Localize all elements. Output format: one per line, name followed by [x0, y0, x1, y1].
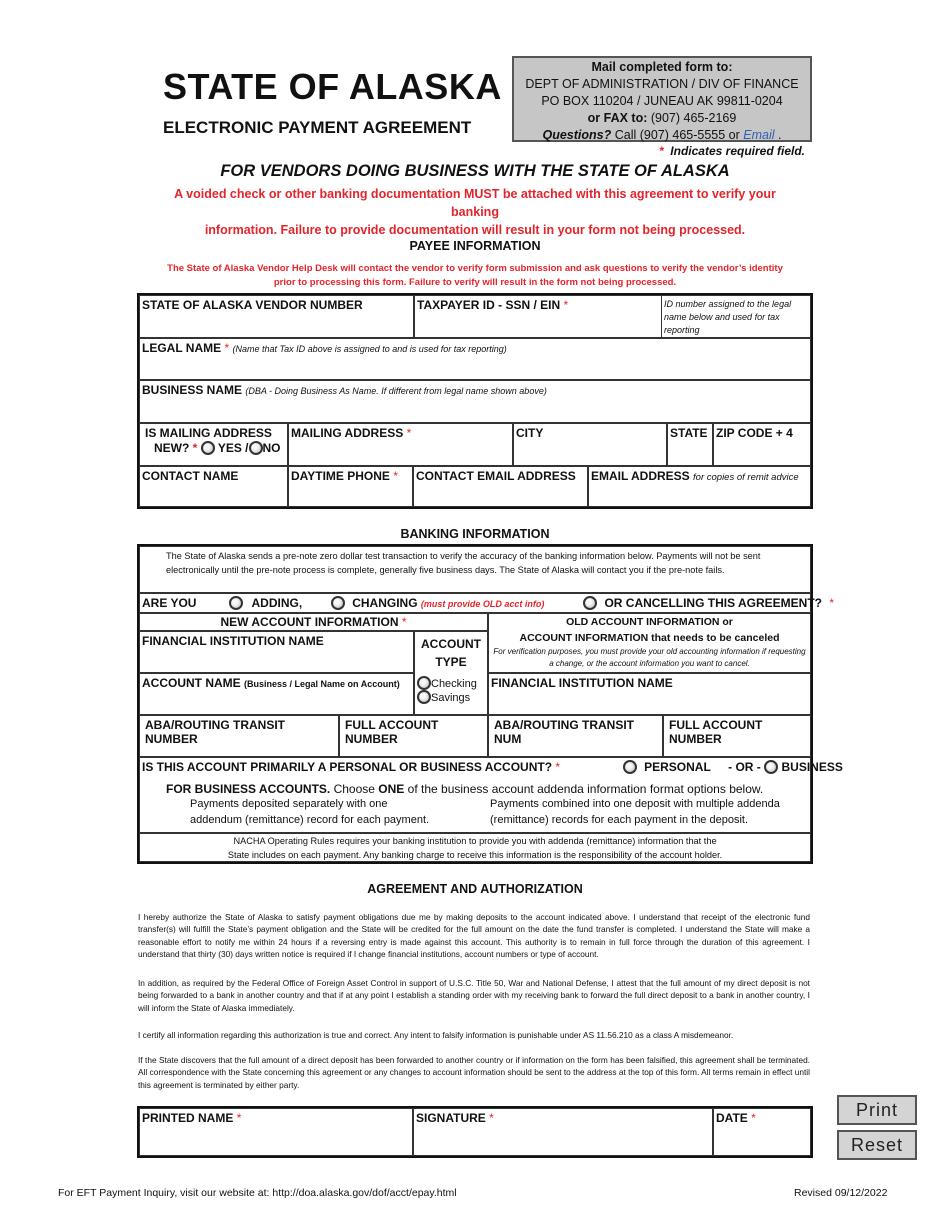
- signature-table: [137, 1106, 813, 1158]
- choose-text: Choose: [333, 782, 375, 796]
- payee-table: [137, 293, 813, 509]
- mailing-new-no-radio[interactable]: [249, 441, 263, 455]
- date-asterisk: *: [751, 1111, 756, 1125]
- email-address-note: for copies of remit advice: [693, 472, 799, 483]
- mailing-instructions-box: [512, 56, 812, 142]
- business-label: BUSINESS: [781, 760, 843, 774]
- savings-radio[interactable]: [417, 690, 431, 704]
- personal-business-asterisk: *: [555, 760, 561, 774]
- form-subtitle: ELECTRONIC PAYMENT AGREEMENT: [163, 118, 472, 137]
- is-mailing-asterisk: *: [192, 441, 198, 455]
- one-text: ONE: [378, 782, 405, 796]
- is-mailing-label-line1: IS MAILING ADDRESS: [145, 426, 272, 440]
- city-field[interactable]: [513, 423, 667, 466]
- printed-name-label: PRINTED NAME: [142, 1111, 234, 1125]
- footer-revised: Revised 09/12/2022: [794, 1187, 888, 1199]
- cancelling-label: OR CANCELLING THIS AGREEMENT?: [604, 596, 822, 610]
- old-financial-institution-field[interactable]: [488, 673, 811, 715]
- signature-asterisk: *: [489, 1111, 494, 1125]
- mailing-address-label: MAILING ADDRESS: [291, 426, 404, 440]
- required-asterisk: *: [658, 144, 664, 158]
- account-type-line2: TYPE: [435, 655, 467, 669]
- mailing-address-field[interactable]: [288, 423, 513, 466]
- old-financial-institution-label: FINANCIAL INSTITUTION NAME: [491, 676, 673, 690]
- fax-label: or FAX to:: [587, 111, 648, 125]
- personal-business-question: IS THIS ACCOUNT PRIMARILY A PERSONAL OR BUSINESS ACCOUNT?: [142, 760, 553, 774]
- contact-name-label: CONTACT NAME: [142, 469, 239, 483]
- agreement-paragraph-4: If the State discovers that the full amount of a direct deposit has been forwarded to another country or if information on the form has been falsified, this agreement shall be terminated. All correspondence with the State concerning this agreement or any changes to account information should be sent to the address at the top of this form. All terms remain in effect until this agreement is terminated by either party.: [138, 1055, 810, 1090]
- questions-label: Questions?: [542, 128, 612, 142]
- is-mailing-new-cell: [139, 423, 288, 466]
- personal-radio[interactable]: [623, 760, 637, 774]
- are-you-label: ARE YOU: [142, 596, 197, 610]
- cancelling-asterisk: *: [829, 596, 835, 610]
- cancelling-radio[interactable]: [583, 596, 597, 610]
- form-title: STATE OF ALASKA: [163, 66, 502, 107]
- mail-line2: DEPT OF ADMINISTRATION / DIV OF FINANCE: [525, 77, 799, 91]
- state-field[interactable]: [667, 423, 713, 466]
- adding-label: ADDING,: [251, 596, 303, 610]
- taxpayer-required-asterisk: *: [563, 298, 569, 312]
- mailing-new-yes-radio[interactable]: [201, 441, 215, 455]
- full-account-label: FULL ACCOUNT NUMBER: [345, 718, 439, 746]
- required-note-text: Indicates required field.: [670, 144, 805, 158]
- mail-line3: PO BOX 110204 / JUNEAU AK 99811-0204: [541, 94, 783, 108]
- old-aba-routing-field[interactable]: [488, 715, 663, 757]
- required-field-note: [659, 144, 805, 158]
- are-you-row: [139, 593, 835, 613]
- documentation-warning: [150, 185, 800, 239]
- changing-label: CHANGING: [352, 596, 418, 610]
- contact-email-field[interactable]: [413, 466, 588, 507]
- reset-button[interactable]: Reset: [837, 1130, 917, 1160]
- old-aba-routing-label: ABA/ROUTING TRANSIT NUM: [494, 718, 634, 746]
- contact-email-label: CONTACT EMAIL ADDRESS: [416, 469, 576, 483]
- warning-line2: information. Failure to provide documentation will result in your form not being processed.: [204, 223, 746, 237]
- new-account-asterisk: *: [401, 615, 407, 629]
- legal-name-field[interactable]: [139, 338, 811, 380]
- email-address-field[interactable]: [588, 466, 811, 507]
- nacha-line1: NACHA Operating Rules requires your banking institution to provide you with addenda (remittance) information that the: [233, 836, 717, 846]
- date-field[interactable]: [713, 1108, 811, 1156]
- old-full-account-field[interactable]: [663, 715, 811, 757]
- financial-institution-label: FINANCIAL INSTITUTION NAME: [142, 634, 324, 648]
- old-full-account-label: FULL ACCOUNT NUMBER: [669, 718, 763, 746]
- payee-section-title: PAYEE INFORMATION: [409, 239, 541, 253]
- signature-label: SIGNATURE: [416, 1111, 486, 1125]
- id-note: ID number assigned to the legal name below and used for tax reporting: [664, 299, 792, 335]
- business-name-field[interactable]: [139, 380, 811, 423]
- new-account-header: [139, 613, 488, 631]
- banking-table: [137, 544, 843, 864]
- vendor-number-label: STATE OF ALASKA VENDOR NUMBER: [142, 298, 363, 312]
- daytime-phone-asterisk: *: [393, 469, 398, 483]
- personal-label: PERSONAL: [644, 760, 711, 774]
- checking-radio[interactable]: [417, 676, 431, 690]
- full-account-field[interactable]: [339, 715, 488, 757]
- old-account-line2: ACCOUNT INFORMATION that needs to be canceled: [519, 632, 780, 644]
- legal-name-note: (Name that Tax ID above is assigned to and is used for tax reporting): [232, 344, 507, 354]
- state-label: STATE: [670, 426, 708, 440]
- addenda-option-2[interactable]: [490, 796, 780, 828]
- adding-radio[interactable]: [229, 596, 243, 610]
- agreement-paragraph-1: I hereby authorize the State of Alaska to satisfy payment obligations due me by making deposits to the account indicated above. I understand that receipt of the electronic fund transfer(s) will fulfill the State’s payment obligation and the State will be credited for the full amount on the date the fund transfer is completed. I understand the State will make a reasonable effort to notify me within 24 hours if a reversing entry is made against this account. This authority is to remain in full force through the duration of this agreement. I understand that thirty (30) days written notice is required if I change financial institutions, account numbers or type of account.: [138, 912, 810, 959]
- business-name-label: BUSINESS NAME: [142, 383, 243, 397]
- prenote-intro: The State of Alaska sends a pre-note zero dollar test transaction to verify the accuracy of the banking information below. Payments will not be sent electronically until the pre-note process is complete, generally five business days. The State of Alaska will contact you if the pre-note fails.: [139, 546, 811, 593]
- questions-text: Call (907) 465-5555 or: [614, 128, 740, 142]
- agreement-section-title: AGREEMENT AND AUTHORIZATION: [367, 882, 583, 896]
- email-address-label: EMAIL ADDRESS: [591, 469, 690, 483]
- signature-field[interactable]: [413, 1108, 713, 1156]
- account-name-label: ACCOUNT NAME: [142, 676, 241, 690]
- email-link[interactable]: Email: [743, 128, 775, 142]
- old-account-header: [488, 613, 811, 673]
- payee-notice: [150, 262, 800, 290]
- vendor-number-field[interactable]: [139, 295, 414, 338]
- mailing-address-asterisk: *: [406, 426, 412, 440]
- zip-label: ZIP CODE + 4: [716, 426, 793, 440]
- payee-notice-line2: prior to processing this form. Failure to verify will result in the form not being processed.: [273, 277, 677, 288]
- account-classification-block: [139, 757, 843, 833]
- financial-institution-field[interactable]: [139, 631, 414, 673]
- old-account-note: For verification purposes, you must provide your old accounting information if requesting a change, or the account information you want to cancel.: [493, 647, 806, 668]
- zip-field[interactable]: [713, 423, 811, 466]
- yes-label: YES /: [217, 441, 249, 455]
- for-business-label: FOR BUSINESS ACCOUNTS.: [166, 782, 331, 796]
- fax-number: (907) 465-2169: [650, 111, 737, 125]
- option1-line2: addendum (remittance) record for each payment.: [190, 814, 430, 826]
- legal-name-label: LEGAL NAME: [142, 341, 222, 355]
- vendors-heading: FOR VENDORS DOING BUSINESS WITH THE STATE OF ALASKA: [220, 162, 730, 180]
- new-account-label: NEW ACCOUNT INFORMATION: [220, 615, 399, 629]
- taxpayer-id-label: TAXPAYER ID - SSN / EIN: [417, 298, 561, 312]
- changing-note: (must provide OLD acct info): [420, 599, 545, 609]
- changing-radio[interactable]: [331, 596, 345, 610]
- old-account-line1: OLD ACCOUNT INFORMATION or: [566, 616, 733, 628]
- city-label: CITY: [516, 426, 544, 440]
- aba-routing-field[interactable]: [139, 715, 339, 757]
- printed-name-asterisk: *: [236, 1111, 242, 1125]
- mail-period: .: [778, 128, 782, 142]
- aba-routing-label: ABA/ROUTING TRANSIT NUMBER: [145, 718, 285, 746]
- nacha-line2: State includes on each payment. Any banking charge to receive this information is the responsibility of the account holder.: [227, 850, 723, 860]
- business-name-note: (DBA - Doing Business As Name. If different from legal name shown above): [245, 386, 547, 396]
- daytime-phone-label: DAYTIME PHONE: [291, 469, 390, 483]
- date-label: DATE: [716, 1111, 748, 1125]
- option2-line2: (remittance) records for each payment in the deposit.: [490, 814, 749, 826]
- legal-name-asterisk: *: [224, 341, 230, 355]
- no-label: NO: [262, 441, 281, 455]
- taxpayer-id-field[interactable]: [414, 295, 662, 338]
- is-mailing-label-line2: NEW?: [154, 441, 190, 455]
- warning-line1: A voided check or other banking documentation MUST be attached with this agreement to verify your banking: [174, 187, 776, 219]
- mail-line1: Mail completed form to:: [591, 60, 733, 74]
- nacha-notice: [139, 833, 811, 862]
- agreement-paragraph-3: I certify all information regarding this authorization is true and correct. Any intent to falsify information is punishable under AS 11.56.210 as a class A misdemeanor.: [138, 1030, 734, 1040]
- agreement-paragraph-2: In addition, as required by the Federal Office of Foreign Asset Control in support of U.S.C. Title 50, War and National Defense, I attest that the full amount of my direct deposit is not being forwarded to a bank in another country and that if at any point I establish a standing order with my receiving bank to forward the full direct deposit to a bank in another country, I will inform the State of Alaska immediately.: [138, 978, 810, 1013]
- option1-line1: Payments deposited separately with one: [190, 798, 388, 810]
- footer-website: For EFT Payment Inquiry, visit our website at: http://doa.alaska.gov/dof/acct/epay.html: [58, 1187, 457, 1199]
- print-button[interactable]: Print: [837, 1095, 917, 1125]
- savings-label: Savings: [431, 692, 471, 704]
- payee-notice-line1: The State of Alaska Vendor Help Desk will contact the vendor to verify form submission and ask questions to verify the vendor’s identity: [167, 263, 783, 274]
- contact-name-field[interactable]: [139, 466, 288, 507]
- account-name-field[interactable]: [139, 673, 414, 715]
- id-note-cell: [662, 295, 811, 338]
- banking-section-title: BANKING INFORMATION: [400, 527, 550, 541]
- checking-label: Checking: [431, 678, 477, 690]
- option2-line1: Payments combined into one deposit with multiple addenda: [490, 798, 780, 810]
- daytime-phone-field[interactable]: [288, 466, 413, 507]
- account-type-line1: ACCOUNT: [421, 637, 481, 651]
- or-label: - OR -: [728, 760, 761, 774]
- account-name-note: (Business / Legal Name on Account): [244, 679, 400, 689]
- choose-rest-text: of the business account addenda information format options below.: [407, 782, 764, 796]
- account-type-cell: [414, 631, 488, 715]
- addenda-option-1[interactable]: [190, 796, 429, 828]
- business-radio[interactable]: [764, 760, 778, 774]
- printed-name-field[interactable]: [139, 1108, 413, 1156]
